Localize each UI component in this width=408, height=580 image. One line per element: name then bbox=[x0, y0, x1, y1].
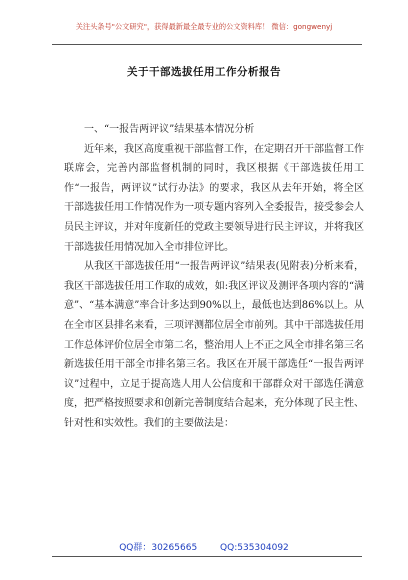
footer-qq-group: QQ群：30265665 bbox=[119, 543, 198, 553]
section-heading: 一、“一报告两评议”结果基本情况分析 bbox=[84, 124, 255, 135]
document-body bbox=[64, 120, 364, 434]
header-divider bbox=[52, 44, 362, 45]
paragraph-1: 近年来，我区高度重视干部监督工作，在定期召开干部监督工作联席会，完善内部监督机制的同时，我区根据《干部选拔任用工作“一报告，两评议”试行办法》的要求，我区从去年开始，将全区干部选拔任用工作情况作为一项专题内容列入全委报告，接受参会人员民主评议，并对年度新任的党政主要领导进行民主评议，并将我区干部选拔任用情况加入全市排位评比。 bbox=[64, 143, 364, 253]
header-note: 关注头条号"公文研究"，获得最新最全最专业的公文资料库！ 微信：gongwenyj bbox=[75, 22, 333, 31]
footer-divider bbox=[52, 556, 362, 557]
document-title: 关于干部选拔任用工作分析报告 bbox=[127, 66, 281, 78]
footer-qq: QQ:535304092 bbox=[220, 543, 289, 553]
footer-contact bbox=[0, 540, 408, 553]
paragraph-2: 从我区干部选拔任用“一报告两评议”结果表(见附表)分析来看，我区干部选拔任用工作取的成效，如:我区评议及测评各项内容的“满意”、“基本满意”率合计多达到90%以上，最低也达到86%以上。从在全市区县排名来看，三项评测都位居全市前列。其中干部选拔任用工作总体评价位居全市第二名，整治用人上不正之风全市排名第三名新选拔任用干部全市排名第三名。我区在开展干部选任“一报告两评议”过程中，立足于提高选人用人公信度和干部群众对干部选任满意度，把严格按照要求和创新完善制度结合起来，充分体现了民主性、针对性和实效性。我们的主要做法是： bbox=[64, 261, 364, 429]
